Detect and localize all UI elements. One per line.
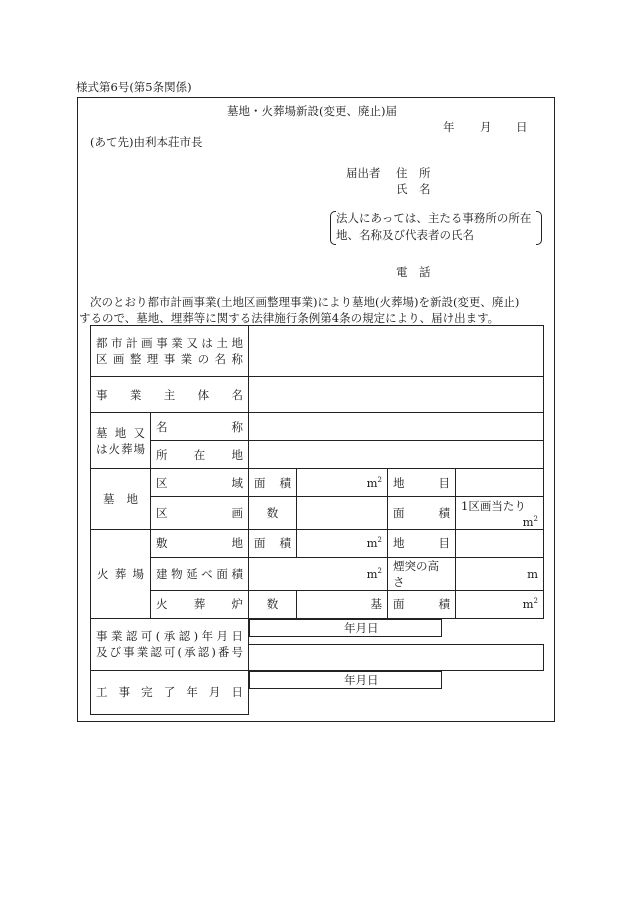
project-name-label: 都市計画事業又は土地 区画整理事業の名称 [91,326,249,377]
site-name-label: 名称 [151,413,249,441]
site-area-label: 敷地 [151,529,249,557]
applicant-address-label: 住 所 [396,166,431,180]
furnace-area-field[interactable]: $m^2$ [456,590,544,618]
furnace-label: 火葬炉 [151,590,249,618]
approval-label: 事業認可(承認)年月日 及び事業認可(承認)番号 [91,618,249,670]
furnace-area-label: 面積 [388,590,456,618]
site-area-area-label: 面 積 [249,529,297,557]
body-text-line2: するので、墓地、埋葬等に関する法律施行条例第4条の規定により、届け出ます。 [79,311,500,325]
chimney-height-field[interactable]: m [456,557,544,590]
zone-area-field[interactable]: $m^2$ [297,469,388,497]
phone-label: 電 話 [396,265,431,279]
approval-date-field[interactable]: 年 月 日 [249,619,442,637]
bracket-close [536,211,542,245]
corp-note-line2: 地、名称及び代表者の氏名 [336,228,474,242]
form-style-number: 様式第6号(第5条関係) [76,80,192,94]
floor-area-label: 建物延べ面積 [151,557,249,590]
site-area-field[interactable]: $m^2$ [297,529,388,557]
approval-number-field[interactable] [249,644,544,670]
section-count-field[interactable] [297,497,388,530]
cemetery-label: 墓地 [91,469,151,530]
project-name-field[interactable] [249,326,544,377]
zone-area-label: 面 積 [249,469,297,497]
site-name-field[interactable] [249,413,544,441]
chimney-height-label: 煙突の高さ [388,557,456,590]
furnace-count-label: 数 [249,590,297,618]
notification-table [90,325,544,715]
date-year-label: 年 [443,120,455,134]
site-label: 墓地又 は火葬場 [91,413,151,469]
site-location-label: 所在地 [151,441,249,469]
section-area-field[interactable]: 1区画当たり $m^2$ [456,497,544,530]
body-text-line1: 次のとおり都市計画事業(土地区画整理事業)により墓地(火葬場)を新設(変更、廃止) [90,295,520,309]
zone-land-category-field[interactable] [456,469,544,497]
crematorium-label: 火葬場 [91,529,151,618]
date-month-label: 月 [480,120,492,134]
addressee: (あて先)由利本荘市長 [90,135,203,149]
zone-land-category-label: 地 目 [388,469,456,497]
completion-date-field[interactable]: 年 月 日 [249,671,442,689]
completion-label: 工事完了年月日 [91,670,249,714]
site-land-category-label: 地 目 [388,529,456,557]
corp-note-line1: 法人にあっては、主たる事務所の所在 [336,211,532,225]
furnace-count-field[interactable]: 基 [297,590,388,618]
floor-area-field[interactable]: $m^2$ [249,557,388,590]
site-land-category-field[interactable] [456,529,544,557]
operator-label: 事業主体名 [91,377,249,413]
section-count-label: 数 [249,497,297,530]
sections-label: 区画 [151,497,249,530]
zone-label: 区域 [151,469,249,497]
section-area-label: 面積 [388,497,456,530]
applicant-label: 届出者 [346,166,381,180]
operator-field[interactable] [249,377,544,413]
applicant-name-label: 氏 名 [396,182,431,196]
form-title: 墓地・火葬場新設(変更、廃止)届 [227,104,397,118]
site-location-field[interactable] [249,441,544,469]
date-day-label: 日 [516,120,528,134]
